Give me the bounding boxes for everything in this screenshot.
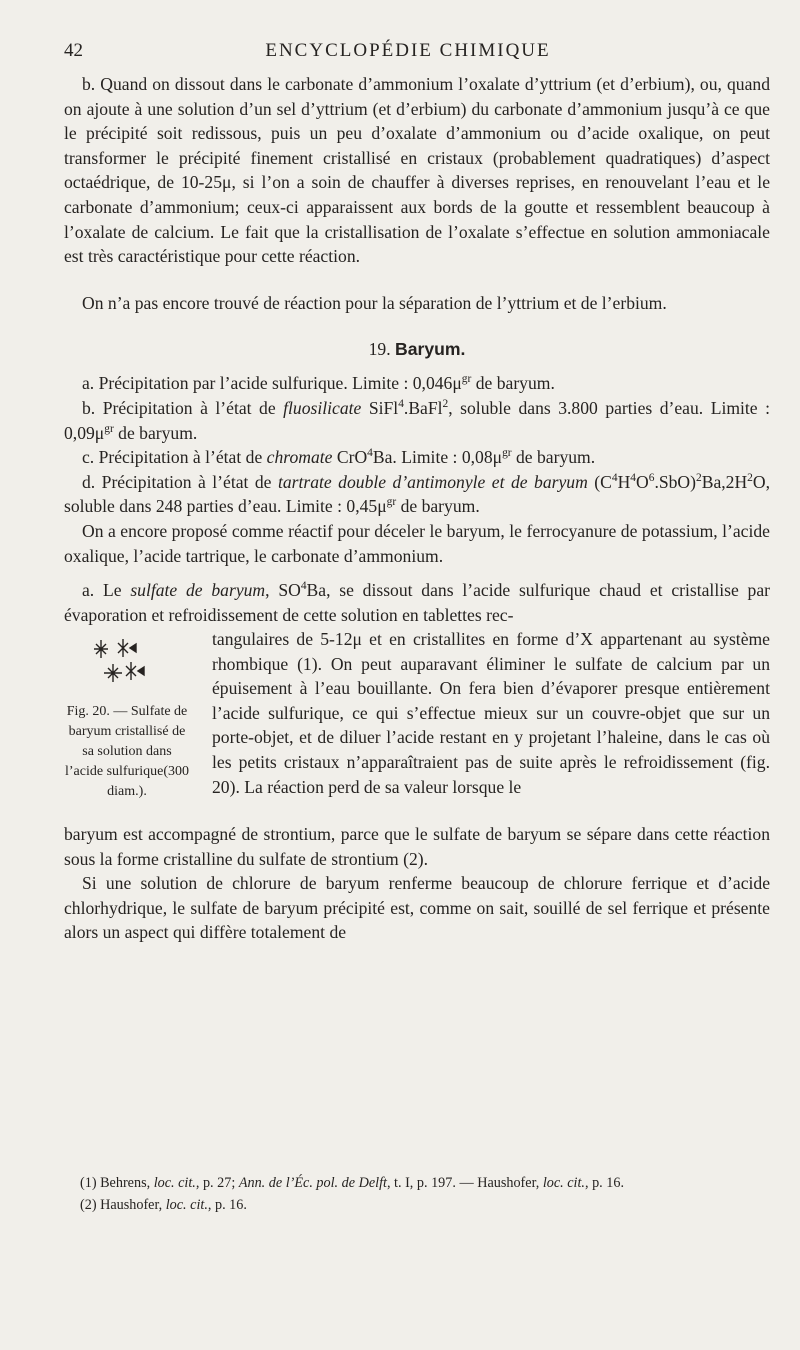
- sulfate-side-text: tangulaires de 5-12μ et en cristallites en forme d’X appartenant au système rhombique (1). On peut auparavant éliminer le sulfate de calcium par un épuisement à l’eau bouillante. On fera bien d’évaporer presque entièrement l’acide sulfurique, ce qui s’effectue mieux sur un couvre-objet que sur un porte-objet, et de diluer l’acide restant en y projetant l’haleine, dans le cas où les petits cristaux n’apparaîtraient pas de suite après le refroidissement (fig. 20). La réaction perd de sa valeur lorsque le: [212, 629, 770, 797]
- paragraph-b-oxalate: [64, 72, 770, 269]
- sulfate-intro-f2: Ba, se dissout dans l’acide sulfurique chaud et cristallise par évaporation et refroidissement de cette solution en tablettes rec-: [64, 580, 770, 625]
- footnote-1-loc: loc. cit.: [153, 1175, 196, 1191]
- item-a-end: de baryum.: [471, 373, 555, 394]
- item-d-tartrate: [64, 470, 770, 519]
- footnote-1-loc2: loc. cit.: [542, 1175, 585, 1191]
- footnote-1-d: , p. 16.: [584, 1175, 624, 1191]
- item-d-s5: 2: [747, 471, 753, 484]
- item-b-italic: fluosilicate: [283, 397, 362, 418]
- item-c-end: de baryum.: [511, 447, 596, 468]
- item-b-formula: SiFl: [361, 397, 399, 418]
- sulfate-intro: [64, 578, 770, 627]
- item-c-text: c. Précipitation à l’état de: [82, 447, 267, 468]
- paragraph-chlorure: Si une solution de chlorure de baryum renferme beaucoup de chlorure ferrique et d’acide chlorhydrique, le sulfate de baryum précipité est, comme on sait, souillé de sel ferrique et présente alors un aspect qui diffère totalement de: [64, 873, 770, 943]
- item-d-f5: Ba,2H: [701, 471, 748, 492]
- sulfate-intro-f1: , SO: [265, 580, 301, 601]
- item-d-italic: tartrate double d’antimonyle et de baryum: [277, 471, 588, 492]
- item-a-sulfuric: [64, 371, 770, 396]
- footnote-2-loc: loc. cit.: [165, 1197, 208, 1213]
- item-a-sup: gr: [461, 373, 472, 386]
- item-d-s1: 4: [611, 471, 618, 484]
- footnote-2-a: Haushofer,: [96, 1197, 166, 1213]
- page-number: 42: [64, 40, 83, 61]
- paragraph-b-text-2: , si l’on a soin de chauffer à diverses reprises, en renouvelant l’eau et le carbonate d’ammonium; ceux-ci apparaissent aux bords de la goutte et ressemblent beaucoup à l’oxalate de calcium. Le fait que la cristallisation de l’oxalate s’effectue en solution ammoniacale est très caractéristique pour cette réaction.: [64, 172, 771, 267]
- item-d-f6: O, soluble dans 248 parties d’eau. Limite : 0,45: [64, 471, 770, 517]
- footnote-1-c: , t. I, p. 197. — Haushofer,: [386, 1175, 543, 1191]
- item-d-f2: H: [617, 471, 631, 492]
- section-title: Baryum.: [395, 339, 466, 360]
- sulfate-continuation: baryum est accompagné de strontium, parce que le sulfate de baryum se sépare dans cette réaction sous la forme cristalline du sulfate de strontium (2).: [64, 824, 770, 869]
- footnotes: [64, 1172, 770, 1216]
- section-number: 19.: [368, 339, 391, 360]
- footnote-2-b: , p. 16.: [207, 1197, 247, 1213]
- footnote-2: [64, 1194, 770, 1216]
- item-b-sup1: 4: [398, 398, 404, 411]
- item-c-sup2: gr: [502, 447, 512, 460]
- item-b-sup2: 2: [442, 398, 449, 411]
- sulfate-intro-italic: sulfate de baryum: [130, 580, 266, 601]
- section-heading-baryum: [64, 337, 770, 361]
- footnote-2-number: (2): [80, 1197, 97, 1213]
- sulfate-intro-a: a. Le: [82, 580, 131, 601]
- item-c-formula: CrO: [332, 447, 368, 468]
- running-title: ENCYCLOPÉDIE CHIMIQUE: [265, 40, 551, 61]
- page-header: [64, 36, 752, 66]
- item-d-s3: 6: [648, 471, 655, 484]
- item-b-formula2: .BaFl: [403, 397, 443, 418]
- sulfate-figure-block: [64, 578, 770, 822]
- item-b-sup3: gr: [104, 422, 114, 435]
- sulfate-intro-sup: 4: [300, 580, 307, 593]
- item-d-s6: gr: [386, 496, 397, 509]
- item-c-italic: chromate: [266, 447, 333, 468]
- item-d-f1: (C: [587, 471, 612, 492]
- item-b-tail: de baryum.: [113, 422, 198, 443]
- paragraph-yttrium-erbium: On n’a pas encore trouvé de réaction pour la séparation de l’yttrium et de l’erbium.: [82, 292, 667, 313]
- x-shaped-crystals-figure-icon: [84, 634, 174, 694]
- page-body: [64, 72, 770, 945]
- figure-caption: Fig. 20. — Sulfate de baryum cristallisé de sa solution dans l’acide sulfurique(300 diam.).: [64, 704, 189, 800]
- item-c-chromate: [64, 445, 770, 470]
- item-a-unit: μ: [452, 373, 462, 394]
- footnote-1: [64, 1172, 770, 1194]
- figure-20: [64, 628, 204, 818]
- item-b-text: b. Précipitation à l’état de: [82, 397, 284, 418]
- item-a-text: a. Précipitation par l’acide sulfurique. Limite : 0,046: [82, 373, 453, 394]
- footnote-1-b: , p. 27;: [195, 1175, 239, 1191]
- footnote-1-number: (1): [80, 1175, 97, 1191]
- item-b-end: , soluble dans 3.800 parties d’eau. Limite : 0,09: [64, 397, 770, 443]
- item-d-text: d. Précipitation à l’état de: [82, 471, 278, 492]
- item-d-s2: 4: [630, 471, 637, 484]
- item-c-unit: μ: [492, 447, 503, 468]
- item-d-f4: .SbO): [654, 471, 696, 492]
- item-d-f3: O: [636, 471, 649, 492]
- micron-symbol: μ: [222, 172, 232, 193]
- item-d-end: de baryum.: [396, 496, 480, 517]
- item-c-sup1: 4: [367, 447, 373, 460]
- paragraph-b-text-1: b. Quand on dissout dans le carbonate d’ammonium l’oxalate d’yttrium (et d’erbium), ou, quand on ajoute à une solution d’un sel d’yttrium (et d’erbium) du carbonate d’ammonium jusqu’à ce que le précipité soit redissous, puis un peu d’oxalate d’ammonium ou d’acide oxalique, on peut transformer le précipité finement cristallisé en cristaux (probablement quadratiques) d’aspect octaédrique, de 10-25: [64, 74, 770, 193]
- item-b-fluosilicate: [64, 396, 770, 445]
- paragraph-other-reagents: On a encore proposé comme réactif pour déceler le baryum, le ferrocyanure de potassium, l’acide oxalique, l’acide tartrique, le carbonate d’ammonium.: [64, 520, 770, 566]
- footnote-1-ann: Ann. de l’Éc. pol. de Delft: [238, 1175, 387, 1191]
- item-b-unit: μ: [94, 422, 105, 443]
- item-d-s4: 2: [696, 471, 702, 484]
- item-c-formula2: Ba. Limite : 0,08: [372, 447, 493, 468]
- footnote-1-a: Behrens,: [96, 1175, 154, 1191]
- item-d-unit: μ: [377, 496, 387, 517]
